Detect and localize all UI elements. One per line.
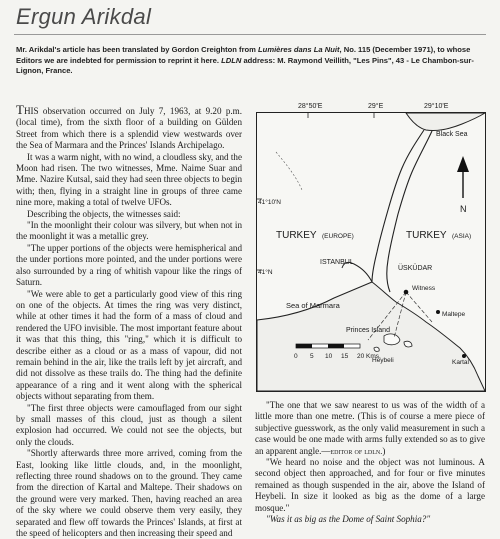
- island: [374, 347, 379, 351]
- paragraph-text: HIS observation occurred on July 7, 1963, at 9.20 p.m. (local time), from the sixth floor of a building on Gülden Street from which there is a splendid view westwards over the Sea of Marmara and the Princes' Islands Archipelago.: [16, 106, 242, 151]
- turkey-europe-label: TURKEY: [276, 230, 317, 241]
- scale-tick: 15: [341, 353, 349, 360]
- lon-label: 28°50'E: [298, 103, 323, 110]
- turkey-europe-sub: (EUROPE): [322, 233, 354, 240]
- map-figure: [256, 112, 486, 392]
- sea-of-marmara-label: Sea of Marmara: [286, 301, 340, 310]
- lon-label: 29°E: [368, 103, 384, 110]
- intro-journal-name: Lumières dans La Nuit: [258, 45, 340, 54]
- kartal-label: Kartal: [452, 359, 469, 366]
- scale-tick: 0: [294, 353, 298, 360]
- paragraph: "We heard no noise and the object was not luminous. A second object then approached, and for four or five minutes remained as though suspended in the air, above the Island of Heybeli. In size it looked as big as the dome of a large mosque.": [255, 457, 485, 513]
- maltepe-marker: [436, 310, 440, 314]
- witness-label: Witness: [412, 285, 436, 292]
- paragraph: "Shortly afterwards three more arrived, coming from the East, looking like little clouds, and, in the moonlight, reflecting three round shadows on to the ground. They came from the direction of Kartal and Maltepe. Their shadows on the ground were very marked. Then, having reached an area of the sky where we could observe them very easily, they separated and flew off towards the Princes' Islands, at first at the speed of helicopters and then increasing their speed and: [16, 448, 242, 539]
- maltepe-label: Maltepe: [442, 311, 466, 318]
- scale-bar: [296, 344, 360, 348]
- scale-tick: 5: [310, 353, 314, 360]
- kartal-marker: [462, 354, 466, 358]
- turkey-asia-sub: (ASIA): [452, 233, 472, 240]
- black-sea-label: Black Sea: [436, 131, 468, 138]
- paragraph: "In the moonlight their colour was silvery, but when not in the moonlight it was a metallic grey.: [16, 220, 242, 242]
- lat-label: 41°10'N: [258, 199, 281, 206]
- left-column: [16, 102, 242, 539]
- paragraph: Describing the objects, the witnesses said:: [27, 208, 181, 219]
- paragraph: "The first three objects were camouflaged from our sight by small masses of this cloud, just as though a silent explosion had occurred. We could not see the objects, but only the clouds.: [16, 402, 242, 447]
- paragraph-text: "The one that we saw nearest to us was of the width of a little more than one metre. (This is of course a mere piece of subjective guesswork, as the only valid measurement in such a case would be one made with arms fully extended so as to give an apparent angle.—: [255, 400, 485, 456]
- paragraph: "Was it as big as the Dome of Saint Sophia?": [266, 514, 431, 525]
- heybeli-label: Heybeli: [372, 357, 394, 364]
- paragraph-text: ): [382, 445, 386, 456]
- paragraph: [255, 400, 485, 457]
- bosphorus-map: [256, 112, 486, 392]
- scale-tick: 10: [325, 353, 333, 360]
- right-column: [255, 400, 485, 525]
- intro-text-a: Mr. Arikdal's article has been translated by Gordon Creighton from: [16, 45, 259, 54]
- paragraph: "The upper portions of the objects were hemispherical and the under portions more pointed, and the under portions were also surrounded by a ring of whitish vapour like the rings of Saturn.: [16, 242, 242, 288]
- scale-tick: 20 Kms.: [357, 353, 381, 360]
- princes-island-label: Princes Island: [346, 327, 390, 334]
- uskudar-label: ÜSKÜDAR: [398, 265, 433, 272]
- witness-marker: [404, 290, 409, 295]
- istanbul-label: ISTANBUL: [320, 259, 354, 266]
- paragraph: "We were able to get a particularly good view of this ring on one of the objects. At times the ring was very distinct, while at other times it had the form of a mass of cloud and rendered the UFO invisible. The most important feature about it was that this thing, this "ring," which it is difficult to describe either as a cloud or as a mass of vapour, did not remain behind in the air, like the trails left by jet aircraft, and did not dissolve as these trails do. The thing had the definite appearance of a ring and it went along with the spherical objects without separating from them.: [16, 288, 242, 402]
- article-intro: [16, 45, 486, 77]
- paragraph: It was a warm night, with no wind, a cloudless sky, and the Moon had risen. The two witnesses, Mme. Naime Suar and Mme. Nazire Kutsal, said they had seen three objects to begin with; then, flying in a straight line in groups of three came nine more, making a total of twelve UFOs.: [16, 151, 242, 208]
- turkey-asia-label: TURKEY: [406, 230, 447, 241]
- drop-cap: T: [16, 102, 24, 117]
- editor-note: editor of ldln.: [330, 446, 383, 456]
- lat-label: 41°N: [258, 269, 273, 276]
- intro-text-c: address: M. Raymond Veillith, "Les Pins", 43 - Le Chambon-sur-Lignon, France.: [16, 55, 474, 76]
- paragraph: [16, 102, 242, 152]
- article-title: Ergun Arikdal: [16, 4, 152, 29]
- header-divider: [14, 34, 486, 35]
- north-label: N: [460, 204, 467, 214]
- intro-text-b: , No. 115 (December 1971), to whose Editors we are indebted for permission to reprint it here.: [16, 45, 471, 65]
- intro-ldln: LDLN: [221, 55, 242, 65]
- lon-label: 29°10'E: [424, 103, 449, 110]
